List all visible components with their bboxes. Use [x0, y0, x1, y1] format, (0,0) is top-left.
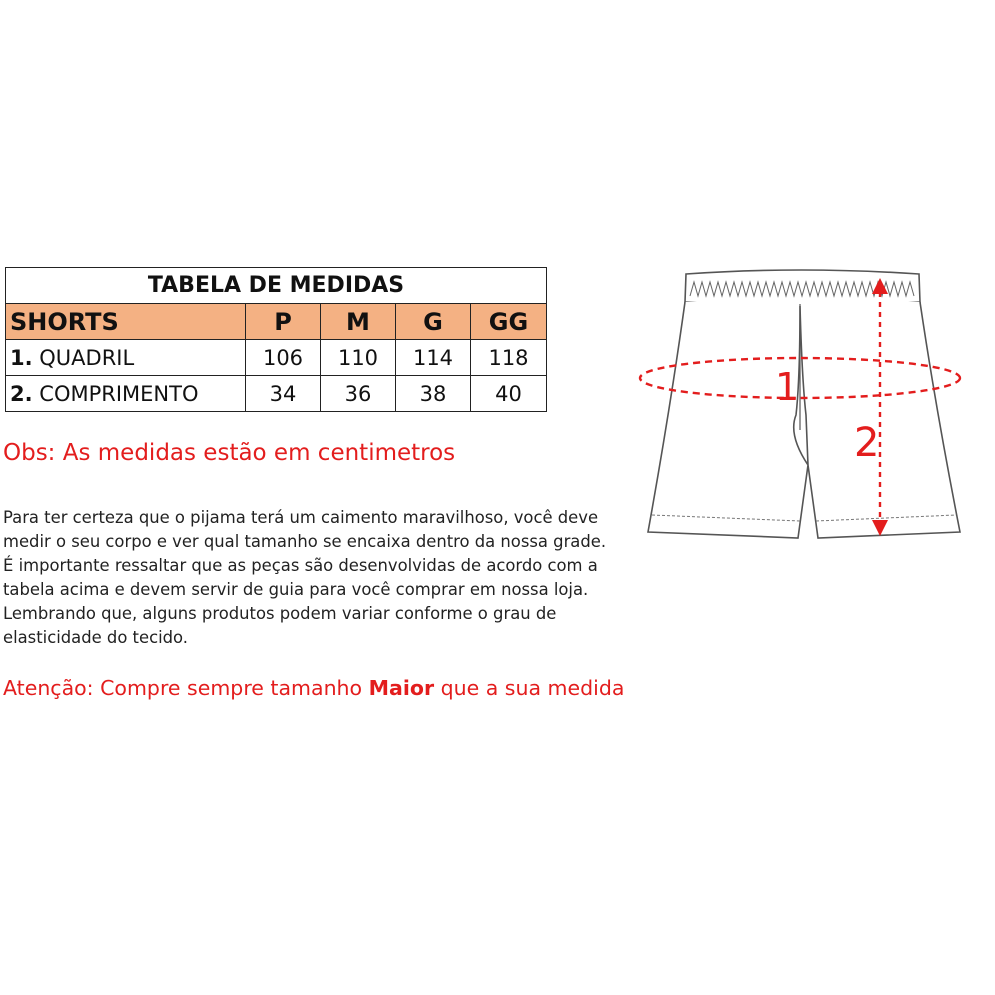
paragraph-line: Lembrando que, alguns produtos podem variar conforme o grau de: [3, 604, 557, 623]
size-table: [5, 267, 547, 412]
attention-prefix: Atenção: Compre sempre tamanho: [3, 676, 369, 700]
attention-suffix: que a sua medida: [434, 676, 625, 700]
table-cell: 110: [321, 340, 396, 376]
shorts-body: [648, 302, 960, 538]
measure-label-1: 1: [775, 365, 800, 409]
table-cell: 114: [396, 340, 471, 376]
header-size: GG: [471, 304, 547, 340]
header-size: G: [396, 304, 471, 340]
table-row: [6, 376, 547, 412]
instructions-paragraph: [3, 506, 623, 650]
paragraph-line: É importante ressaltar que as peças são desenvolvidas de acordo com a: [3, 556, 598, 575]
table-cell: 118: [471, 340, 547, 376]
table-row: [6, 340, 547, 376]
paragraph-line: Para ter certeza que o pijama terá um caimento maravilhoso, você deve: [3, 508, 599, 527]
header-size: P: [246, 304, 321, 340]
table-cell: 34: [246, 376, 321, 412]
row-label: [6, 376, 246, 412]
table-cell: 36: [321, 376, 396, 412]
row-number: 2.: [10, 381, 33, 406]
table-title: TABELA DE MEDIDAS: [6, 268, 547, 304]
paragraph-line: medir o seu corpo e ver qual tamanho se encaixa dentro da nossa grade.: [3, 532, 607, 551]
attention-emphasis: Maior: [368, 676, 435, 700]
row-name: COMPRIMENTO: [39, 381, 199, 406]
measure-label-2: 2: [854, 420, 880, 466]
row-name: QUADRIL: [39, 345, 135, 370]
header-size: M: [321, 304, 396, 340]
obs-note: Obs: As medidas estão em centimetros: [3, 440, 456, 466]
shorts-diagram: [630, 260, 970, 550]
table-cell: 40: [471, 376, 547, 412]
paragraph-line: elasticidade do tecido.: [3, 628, 188, 647]
paragraph-line: tabela acima e devem servir de guia para você comprar em nossa loja.: [3, 580, 589, 599]
row-label: [6, 340, 246, 376]
table-cell: 106: [246, 340, 321, 376]
header-label: SHORTS: [6, 304, 246, 340]
attention-note: [3, 676, 624, 700]
table-header-row: [6, 304, 547, 340]
row-number: 1.: [10, 345, 33, 370]
table-cell: 38: [396, 376, 471, 412]
